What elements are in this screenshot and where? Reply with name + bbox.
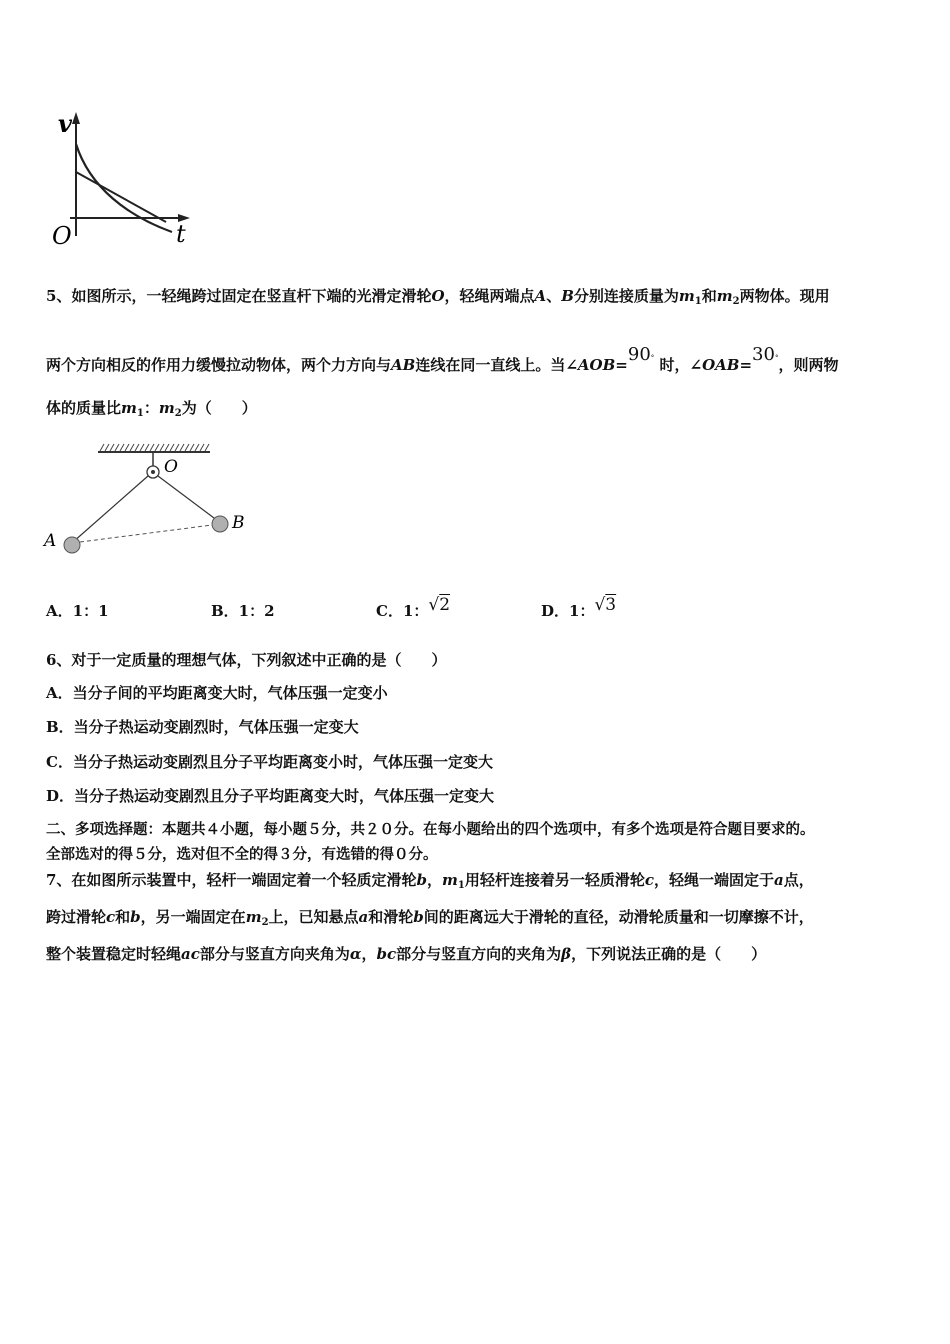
angle-oab-value: 30 [752,344,775,365]
q7-line3: 整个装置稳定时轻绳ac部分与竖直方向夹角为α，bc部分与竖直方向的夹角为β，下列说法正确的是（ ） [46,945,767,963]
v-axis-label: v [58,109,72,138]
t-axis-label: t [176,220,186,248]
sqrt-3: √3 [594,595,617,615]
q5-option-c[interactable]: C．1：√2 [376,595,451,620]
vt-graph [48,108,198,248]
label-o: O [164,457,178,477]
ceiling-hatching [100,444,209,451]
label-a: A [44,531,57,551]
straight-line [76,172,166,222]
rope-ob [158,476,218,521]
sqrt-2: √2 [428,595,451,615]
q6-option-c[interactable]: C．当分子热运动变剧烈且分子平均距离变小时，气体压强一定变大 [46,753,493,771]
q5-line3: 体的质量比$m_1$：$m_2$为（ ） [46,399,257,419]
dashed-ab [80,525,212,542]
origin-label: O [52,222,72,248]
q6-option-b[interactable]: B．当分子热运动变剧烈时，气体压强一定变大 [46,718,359,736]
q5-line1: 5、如图所示，一轻绳跨过固定在竖直杆下端的光滑定滑轮O，轻绳两端点A、B分别连接质量为$m_1$和$m_2$两物体。现用 [46,287,830,307]
q7-line2: 跨过滑轮c和b，另一端固定在$m_2$上，已知悬点a和滑轮b间的距离远大于滑轮的直径，动滑轮质量和一切摩擦不计， [46,908,814,928]
mass-a [64,537,80,553]
q5-number: 5、 [46,287,72,305]
angle-aob-value: 90 [627,344,651,365]
q5-line2: 两个方向相反的作用力缓慢拉动物体，两个力方向与AB连线在同一直线上。当∠AOB=90° 时，∠OAB=30°，则两物 [46,344,839,374]
section2-line1: 二、多项选择题：本题共４小题，每小题５分，共２０分。在每小题给出的四个选项中，有多个选项是符合题目要求的。 [46,821,815,838]
q6-option-d[interactable]: D．当分子热运动变剧烈且分子平均距离变大时，气体压强一定变大 [46,787,495,805]
q7-line1: 7、在如图所示装置中，轻杆一端固定着一个轻质定滑轮b，$m_1$用轻杆连接着另一轻质滑轮c，轻绳一端固定于a点， [46,871,814,891]
label-b: B [232,513,245,533]
pulley-figure [40,438,260,563]
q5-option-d[interactable]: D．1：√3 [541,595,617,620]
rope-oa [73,476,148,542]
v-axis-arrow [72,112,80,124]
q5-option-b[interactable]: B．1：2 [211,602,275,620]
q5-option-a[interactable]: A．1：1 [46,602,109,620]
mass-b [212,516,228,532]
section2-line2: 全部选对的得５分，选对但不全的得３分，有选错的得０分。 [46,846,438,863]
q6-option-a[interactable]: A．当分子间的平均距离变大时，气体压强一定变小 [46,684,388,702]
q6-stem: 6、对于一定质量的理想气体，下列叙述中正确的是（ ） [46,651,447,669]
